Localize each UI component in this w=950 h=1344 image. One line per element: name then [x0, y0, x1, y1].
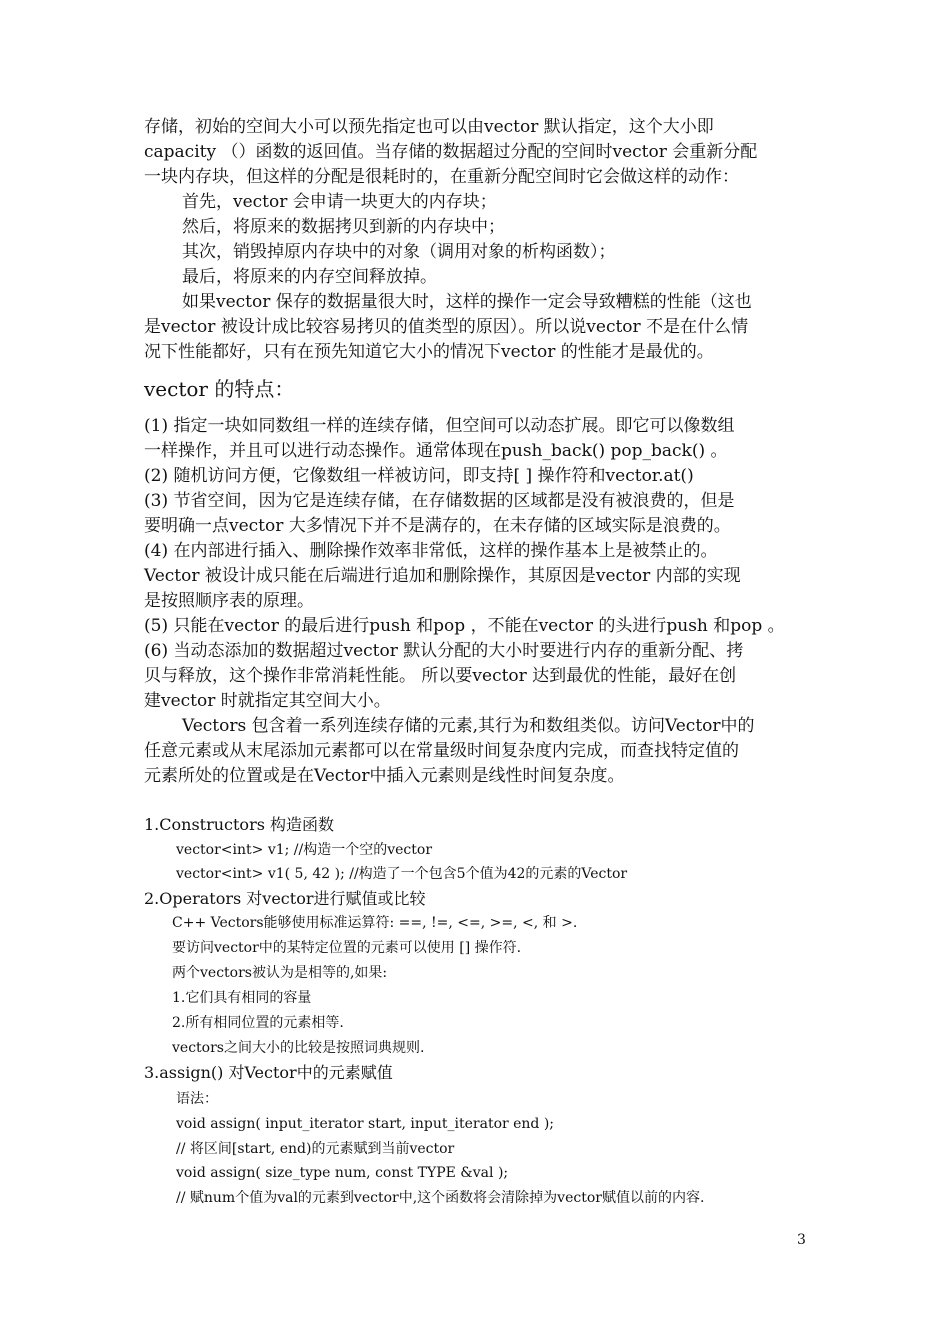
- text-line: 2.所有相同位置的元素相等.: [172, 1015, 344, 1031]
- code-line: vector<int> v1( 5, 42 ); //构造了一个包含5个值为42的元素的Vector: [176, 866, 628, 882]
- feature-line: 一样操作，并且可以进行动态操作。通常体现在push_back() pop_back() 。: [144, 441, 728, 461]
- feature-line: 建vector 时就指定其空间大小。: [144, 691, 391, 711]
- code-line: // 将区间[start, end)的元素赋到当前vector: [176, 1141, 455, 1157]
- feature-line: 是按照顺序表的原理。: [144, 591, 314, 611]
- feature-line: (6) 当动态添加的数据超过vector 默认分配的大小时要进行内存的重新分配、拷: [144, 641, 744, 661]
- text-line: Vectors 包含着一系列连续存储的元素,其行为和数组类似。访问Vector中的: [182, 716, 755, 736]
- step-line: 首先，vector 会申请一块更大的内存块；: [182, 192, 497, 212]
- text-line: 元素所处的位置或是在Vector中插入元素则是线性时间复杂度。: [144, 766, 625, 786]
- text-line: vectors之间大小的比较是按照词典规则.: [172, 1040, 425, 1056]
- sec3-title: 3.assign() 对Vector中的元素赋值: [144, 1063, 393, 1082]
- text-line: 两个vectors被认为是相等的,如果:: [172, 965, 388, 981]
- feature-line: (1) 指定一块如同数组一样的连续存储，但空间可以动态扩展。即它可以像数组: [144, 416, 735, 436]
- text-line: 存储，初始的空间大小可以预先指定也可以由vector 默认指定，这个大小即: [144, 117, 714, 137]
- feature-line: 贝与释放，这个操作非常消耗性能。 所以要vector 达到最优的性能，最好在创: [144, 666, 737, 686]
- code-line: void assign( input_iterator start, input_iterator end );: [176, 1116, 555, 1132]
- page-number: 3: [797, 1232, 806, 1248]
- step-line: 其次，销毁掉原内存块中的对象（调用对象的析构函数）；: [182, 242, 616, 262]
- text-line: 1.它们具有相同的容量: [172, 990, 312, 1006]
- section-heading: vector 的特点：: [144, 377, 295, 401]
- text-line: 如果vector 保存的数据量很大时，这样的操作一定会导致糟糕的性能（这也: [182, 292, 752, 312]
- feature-line: (5) 只能在vector 的最后进行push 和pop ，不能在vector 的头进行push 和pop 。: [144, 616, 785, 636]
- feature-line: 要明确一点vector 大多情况下并不是满存的，在未存储的区域实际是浪费的。: [144, 516, 731, 536]
- feature-line: (3) 节省空间，因为它是连续存储，在存储数据的区域都是没有被浪费的，但是: [144, 491, 735, 511]
- text-line: 要访问vector中的某特定位置的元素可以使用 [] 操作符.: [172, 940, 522, 956]
- text-line: C++ Vectors能够使用标准运算符: ==, !=, <=, >=, <, 和 >.: [172, 915, 578, 931]
- feature-line: (2) 随机访问方便，它像数组一样被访问，即支持[ ] 操作符和vector.at(): [144, 466, 694, 486]
- feature-line: Vector 被设计成只能在后端进行追加和删除操作，其原因是vector 内部的实现: [144, 566, 741, 586]
- code-line: void assign( size_type num, const TYPE &val );: [176, 1165, 509, 1181]
- sec1-title: 1.Constructors 构造函数: [144, 815, 335, 834]
- text-line: 语法：: [176, 1091, 218, 1107]
- text-line: 况下性能都好，只有在预先知道它大小的情况下vector 的性能才是最优的。: [144, 342, 714, 362]
- step-line: 最后，将原来的内存空间释放掉。: [182, 267, 437, 287]
- code-line: // 赋num个值为val的元素到vector中,这个函数将会清除掉为vector赋值以前的内容.: [176, 1190, 705, 1206]
- text-line: capacity （）函数的返回值。当存储的数据超过分配的空间时vector 会重新分配: [144, 142, 758, 162]
- code-line: vector<int> v1; //构造一个空的vector: [176, 842, 433, 858]
- text-line: 一块内存块，但这样的分配是很耗时的，在重新分配空间时它会做这样的动作：: [144, 167, 739, 187]
- text-line: 是vector 被设计成比较容易拷贝的值类型的原因）。所以说vector 不是在什么情: [144, 317, 749, 337]
- sec2-title: 2.Operators 对vector进行赋值或比较: [144, 889, 426, 908]
- step-line: 然后，将原来的数据拷贝到新的内存块中；: [182, 217, 505, 237]
- text-line: 任意元素或从末尾添加元素都可以在常量级时间复杂度内完成，而查找特定值的: [144, 741, 739, 761]
- feature-line: (4) 在内部进行插入、删除操作效率非常低，这样的操作基本上是被禁止的。: [144, 541, 718, 561]
